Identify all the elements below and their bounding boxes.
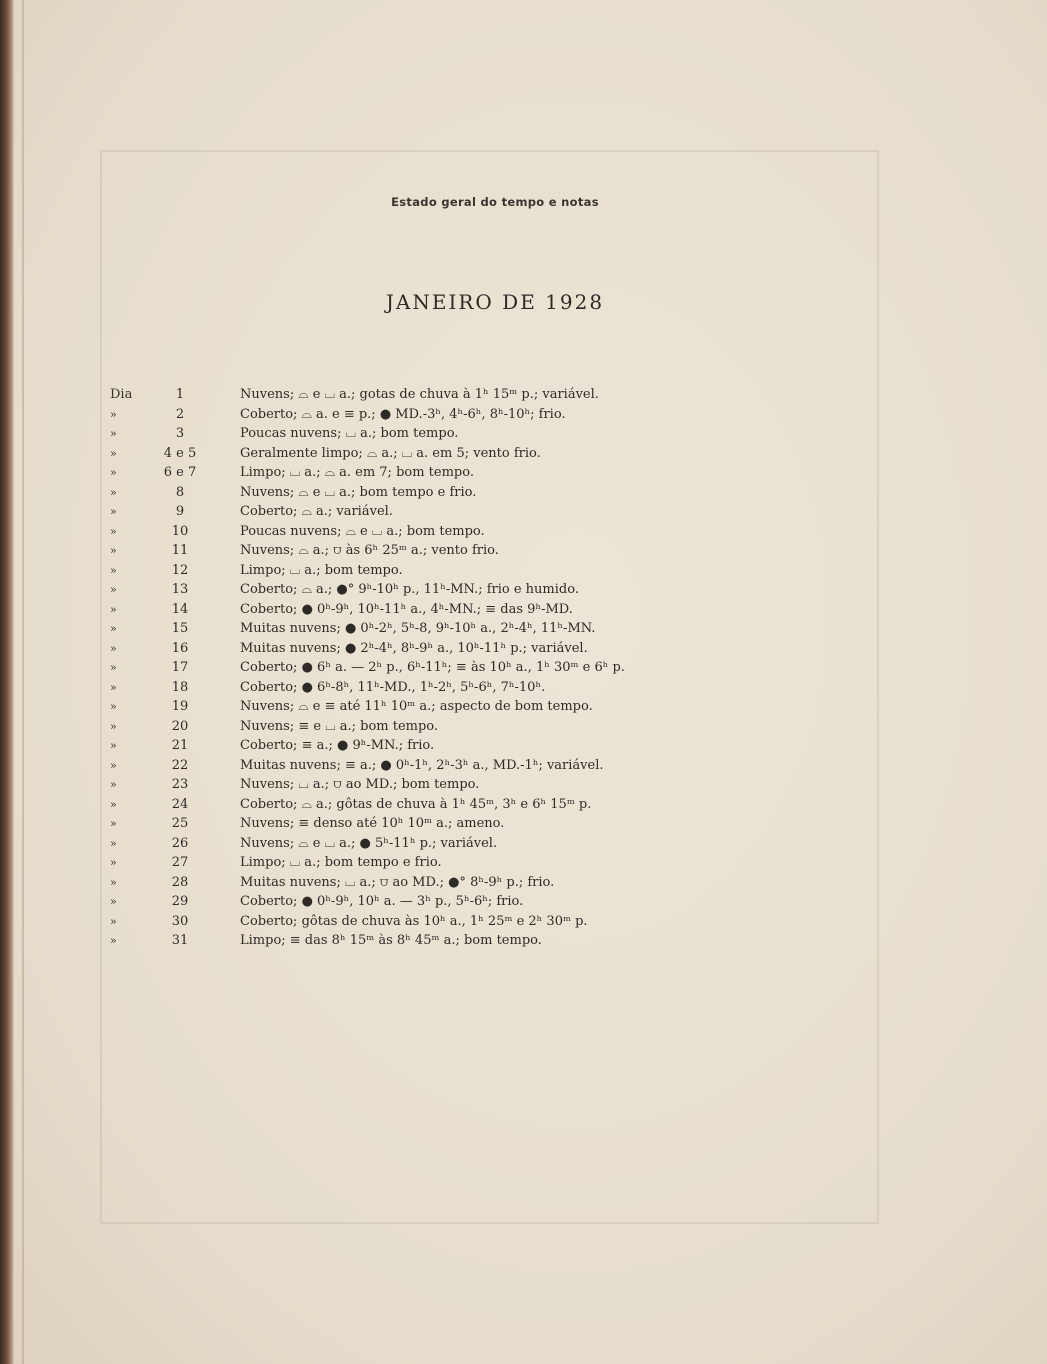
day-number: 18	[171, 679, 189, 695]
day-number: 22	[171, 757, 189, 773]
weather-note: Coberto; ● 0ʰ-9ʰ, 10ʰ a. — 3ʰ p., 5ʰ-6ʰ; frio.	[240, 894, 524, 909]
ditto-mark: »	[110, 485, 117, 499]
ditto-mark: »	[110, 739, 117, 752]
day-entry	[110, 522, 730, 542]
day-entry	[110, 834, 730, 854]
weather-note: Nuvens; ≡ denso até 10ʰ 10ᵐ a.; ameno.	[240, 816, 505, 831]
day-number: 20	[171, 718, 189, 734]
weather-note: Coberto; ≡ a.; ● 9ʰ-MN.; frio.	[240, 738, 435, 753]
day-number: 13	[171, 582, 189, 597]
day-number: 14	[171, 601, 189, 617]
ditto-mark: »	[110, 505, 117, 518]
weather-note: Coberto; ⌓ a.; gôtas de chuva à 1ʰ 45ᵐ, 3ʰ e 6ʰ 15ᵐ p.	[240, 796, 592, 812]
ditto-mark: »	[110, 836, 117, 850]
ditto-mark: »	[110, 680, 117, 694]
weather-note: Nuvens; ⌓ e ≡ até 11ʰ 10ᵐ a.; aspecto de bom tempo.	[240, 699, 593, 714]
weather-note: Poucas nuvens; ⌓ e ⌴ a.; bom tempo.	[240, 523, 485, 539]
day-number: 27	[171, 855, 189, 870]
weather-note: Coberto; ● 0ʰ-9ʰ, 10ʰ-11ʰ a., 4ʰ-MN.; ≡ das 9ʰ-MD.	[240, 601, 573, 617]
ditto-mark: »	[110, 466, 117, 479]
day-number: 2	[175, 406, 185, 422]
section-label: Estado geral do tempo e notas	[391, 195, 599, 209]
day-label: Dia	[110, 387, 133, 402]
weather-note: Limpo; ⌴ a.; ⌓ a. em 7; bom tempo.	[240, 465, 474, 480]
ditto-mark: »	[110, 563, 117, 577]
day-number: 29	[171, 894, 189, 909]
daily-weather-list	[110, 385, 730, 951]
day-entry	[110, 619, 730, 639]
weather-note: Nuvens; ⌓ e ⌴ a.; gotas de chuva à 1ʰ 15ᵐ p.; variável.	[240, 387, 599, 402]
weather-note: Coberto; ⌓ a.; ●° 9ʰ-10ʰ p., 11ʰ-MN.; frio e humido.	[240, 582, 579, 597]
day-number: 24	[171, 796, 189, 812]
weather-note: Geralmente limpo; ⌓ a.; ⌴ a. em 5; vento frio.	[240, 445, 541, 461]
day-entry	[110, 697, 730, 717]
ditto-mark: »	[110, 817, 117, 830]
day-number: 6 e 7	[163, 465, 197, 480]
weather-note: Coberto; ⌓ a. e ≡ p.; ● MD.-3ʰ, 4ʰ-6ʰ, 8ʰ-10ʰ; frio.	[240, 406, 566, 422]
ditto-mark: »	[110, 700, 117, 713]
day-entry	[110, 678, 730, 698]
ditto-mark: »	[110, 544, 117, 557]
day-number: 16	[171, 640, 189, 656]
weather-note: Nuvens; ≡ e ⌴ a.; bom tempo.	[240, 718, 439, 734]
day-entry	[110, 424, 730, 444]
day-entry	[110, 795, 730, 815]
day-number: 19	[171, 699, 189, 714]
ditto-mark: »	[110, 446, 117, 460]
ditto-mark: »	[110, 914, 117, 928]
ditto-mark: »	[110, 856, 117, 869]
day-entry	[110, 892, 730, 912]
day-entry	[110, 483, 730, 503]
weather-note: Coberto; ● 6ʰ a. — 2ʰ p., 6ʰ-11ʰ; ≡ às 10ʰ a., 1ʰ 30ᵐ e 6ʰ p.	[240, 660, 625, 675]
day-entry	[110, 444, 730, 464]
weather-note: Poucas nuvens; ⌴ a.; bom tempo.	[240, 426, 459, 441]
day-number: 17	[171, 660, 189, 675]
day-number: 10	[171, 523, 189, 539]
day-entry	[110, 405, 730, 425]
day-number: 15	[171, 621, 189, 636]
day-number: 28	[171, 874, 189, 890]
weather-note: Muitas nuvens; ⌴ a.; ⩌ ao MD.; ●° 8ʰ-9ʰ p.; frio.	[240, 874, 555, 890]
ditto-mark: »	[110, 778, 117, 791]
day-number: 4 e 5	[163, 445, 197, 461]
ditto-mark: »	[110, 427, 117, 440]
day-number: 23	[171, 777, 189, 792]
weather-note: Nuvens; ⌓ e ⌴ a.; ● 5ʰ-11ʰ p.; variável.	[240, 835, 498, 851]
ditto-mark: »	[110, 407, 117, 421]
day-number: 25	[171, 816, 189, 831]
day-number: 11	[171, 543, 189, 558]
day-number: 8	[175, 484, 185, 500]
day-entry	[110, 561, 730, 581]
day-entry	[110, 463, 730, 483]
weather-note: Coberto; ⌓ a.; variável.	[240, 504, 393, 519]
day-entry	[110, 717, 730, 737]
day-entry	[110, 502, 730, 522]
day-entry	[110, 580, 730, 600]
day-entry	[110, 736, 730, 756]
day-number: 1	[175, 387, 185, 402]
weather-note: Muitas nuvens; ≡ a.; ● 0ʰ-1ʰ, 2ʰ-3ʰ a., MD.-1ʰ; variável.	[240, 757, 604, 773]
ditto-mark: »	[110, 661, 117, 674]
weather-note: Limpo; ⌴ a.; bom tempo.	[240, 562, 403, 578]
ditto-mark: »	[110, 719, 117, 733]
day-entry	[110, 756, 730, 776]
day-number: 9	[175, 504, 185, 519]
ditto-mark: »	[110, 875, 117, 889]
weather-note: Coberto; gôtas de chuva às 10ʰ a., 1ʰ 25ᵐ e 2ʰ 30ᵐ p.	[240, 913, 588, 929]
ditto-mark: »	[110, 583, 117, 596]
ditto-mark: »	[110, 895, 117, 908]
ditto-mark: »	[110, 641, 117, 655]
ditto-mark: »	[110, 524, 117, 538]
day-number: 3	[175, 426, 185, 441]
weather-note: Muitas nuvens; ● 0ʰ-2ʰ, 5ʰ-8, 9ʰ-10ʰ a., 2ʰ-4ʰ, 11ʰ-MN.	[240, 621, 596, 636]
weather-note: Nuvens; ⌓ a.; ⩌ às 6ʰ 25ᵐ a.; vento frio.	[240, 543, 499, 558]
weather-note: Muitas nuvens; ● 2ʰ-4ʰ, 8ʰ-9ʰ a., 10ʰ-11ʰ p.; variável.	[240, 640, 588, 656]
weather-note: Coberto; ● 6ʰ-8ʰ, 11ʰ-MD., 1ʰ-2ʰ, 5ʰ-6ʰ, 7ʰ-10ʰ.	[240, 679, 546, 695]
ditto-mark: »	[110, 602, 117, 616]
ditto-mark: »	[110, 934, 117, 947]
day-entry	[110, 639, 730, 659]
weather-note: Nuvens; ⌓ e ⌴ a.; bom tempo e frio.	[240, 484, 477, 500]
day-entry	[110, 385, 730, 405]
day-number: 31	[171, 933, 189, 948]
ditto-mark: »	[110, 797, 117, 811]
ditto-mark: »	[110, 622, 117, 635]
day-entry	[110, 873, 730, 893]
day-entry	[110, 658, 730, 678]
day-number: 26	[171, 835, 189, 851]
day-entry	[110, 600, 730, 620]
day-entry	[110, 814, 730, 834]
month-title: JANEIRO DE 1928	[385, 290, 605, 314]
ditto-mark: »	[110, 758, 117, 772]
day-number: 21	[171, 738, 189, 753]
weather-note: Limpo; ≡ das 8ʰ 15ᵐ às 8ʰ 45ᵐ a.; bom tempo.	[240, 933, 542, 948]
day-number: 30	[171, 913, 189, 929]
day-entry	[110, 912, 730, 932]
day-entry	[110, 931, 730, 951]
day-entry	[110, 541, 730, 561]
day-number: 12	[171, 562, 189, 578]
weather-note: Nuvens; ⌴ a.; ⩌ ao MD.; bom tempo.	[240, 777, 480, 792]
weather-note: Limpo; ⌴ a.; bom tempo e frio.	[240, 855, 442, 870]
day-entry	[110, 853, 730, 873]
day-entry	[110, 775, 730, 795]
